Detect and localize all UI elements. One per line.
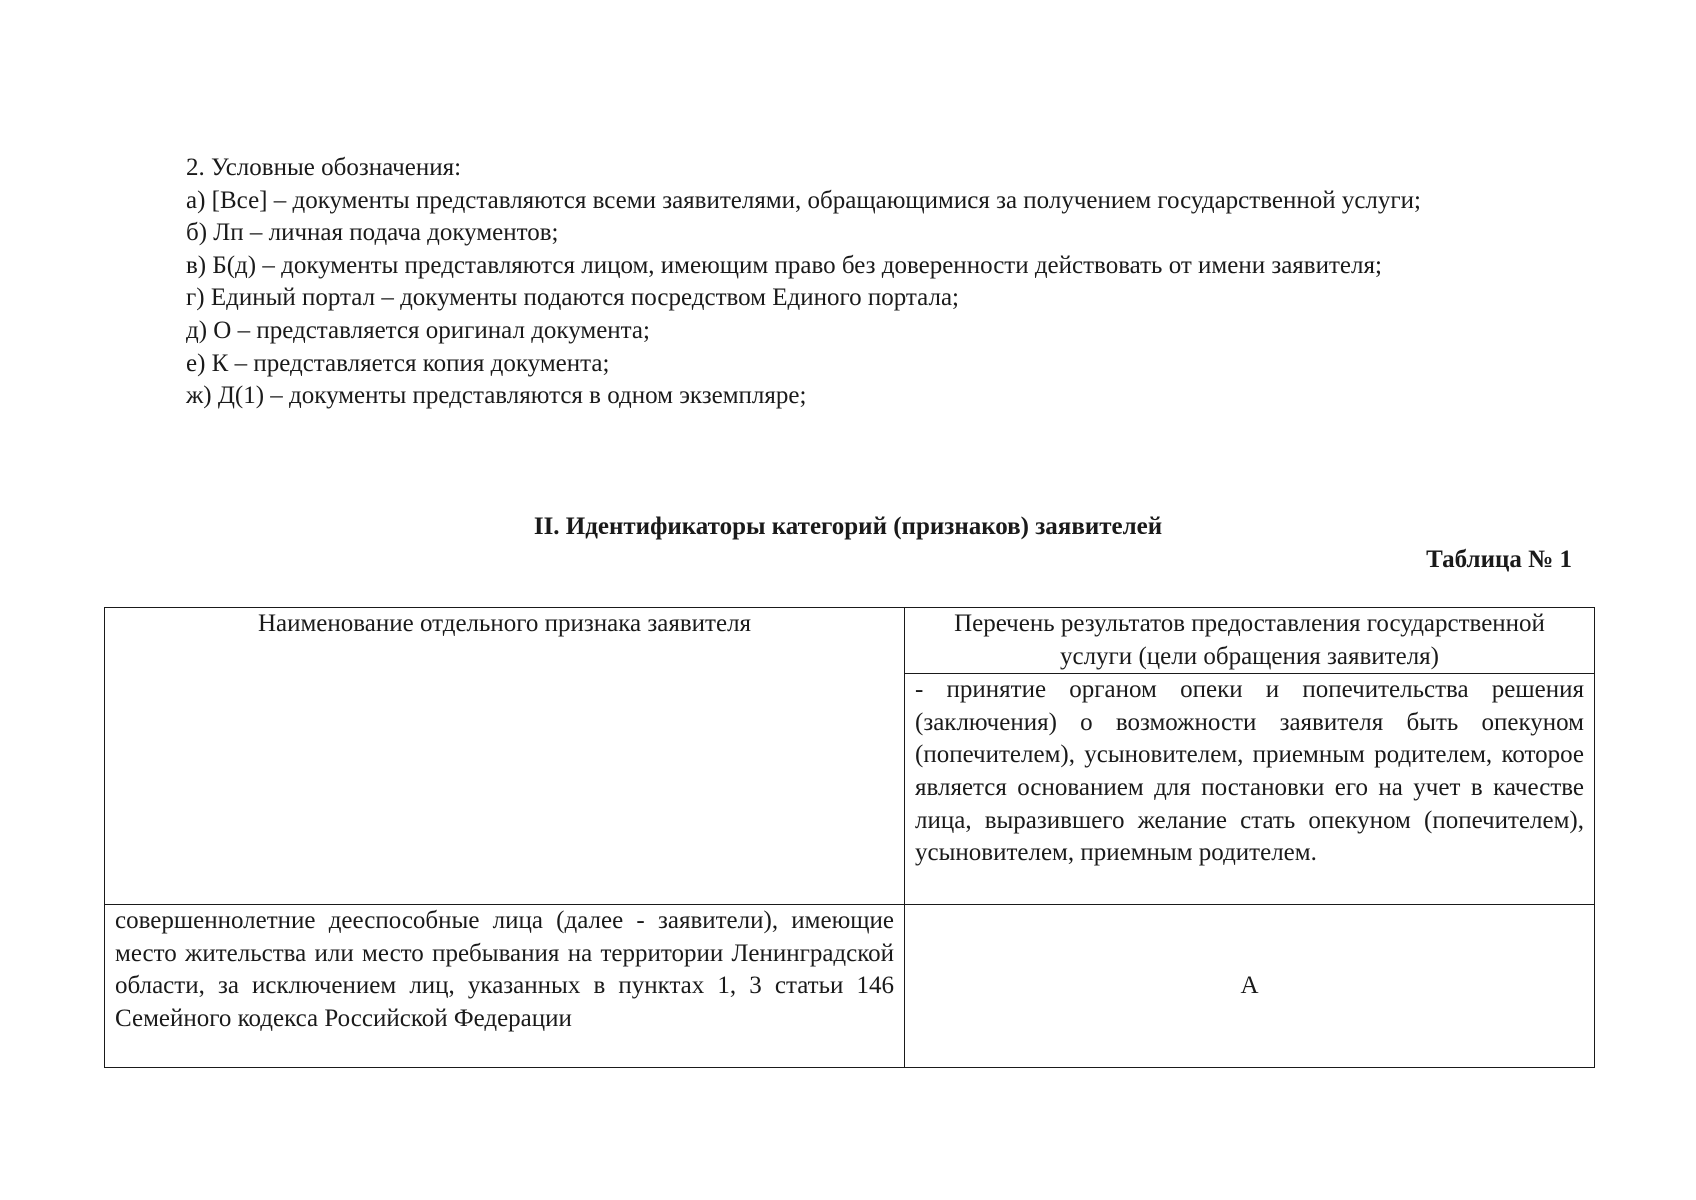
- legend-item-g: г) Единый портал – документы подаются посредством Единого портала;: [186, 284, 959, 312]
- legend-item-v: в) Б(д) – документы представляются лицом, имеющим право без доверенности действовать от имени заявителя;: [186, 251, 1382, 279]
- legend-item-zh: ж) Д(1) – документы представляются в одном экземпляре;: [186, 382, 807, 410]
- table-header-row: [105, 608, 1595, 674]
- legend-item-b: б) Лп – личная подача документов;: [186, 219, 559, 247]
- table-row: [105, 905, 1595, 1068]
- legend-section: [114, 152, 1586, 413]
- applicant-categories-table: [104, 607, 1595, 1068]
- applicant-code-cell: А: [905, 905, 1595, 1068]
- legend-heading: 2. Условные обозначения:: [186, 154, 462, 181]
- header-cell-results-list: Перечень результатов предоставления государственной услуги (цели обращения заявителя): [905, 608, 1595, 674]
- applicant-description-cell: совершеннолетние дееспособные лица (далее - заявители), имеющие место жительства или место пребывания на территории Ленинградской области, за исключением лиц, указанных в пунктах 1, 3 статьи 146 Семейного кодекса Российской Федерации: [105, 905, 905, 1068]
- header-cell-attribute-name: Наименование отдельного признака заявителя: [105, 608, 905, 905]
- legend-item-a: а) [Все] – документы представляются всеми заявителями, обращающимися за получением государственной услуги;: [186, 186, 1421, 214]
- legend-item-d: д) О – представляется оригинал документа;: [186, 316, 650, 344]
- legend-item-e: е) К – представляется копия документа;: [186, 349, 610, 377]
- result-cell: - принятие органом опеки и попечительства решения (заключения) о возможности заявителя быть опекуном (попечителем), усыновителем, приемным родителем, которое является основанием для постановки его на учет в качестве лица, выразившего желание стать опекуном (попечителем), усыновителем, приемным родителем.: [905, 674, 1595, 905]
- table-label: Таблица № 1: [1426, 546, 1572, 573]
- section-title: II. Идентификаторы категорий (признаков) заявителей: [533, 513, 1163, 540]
